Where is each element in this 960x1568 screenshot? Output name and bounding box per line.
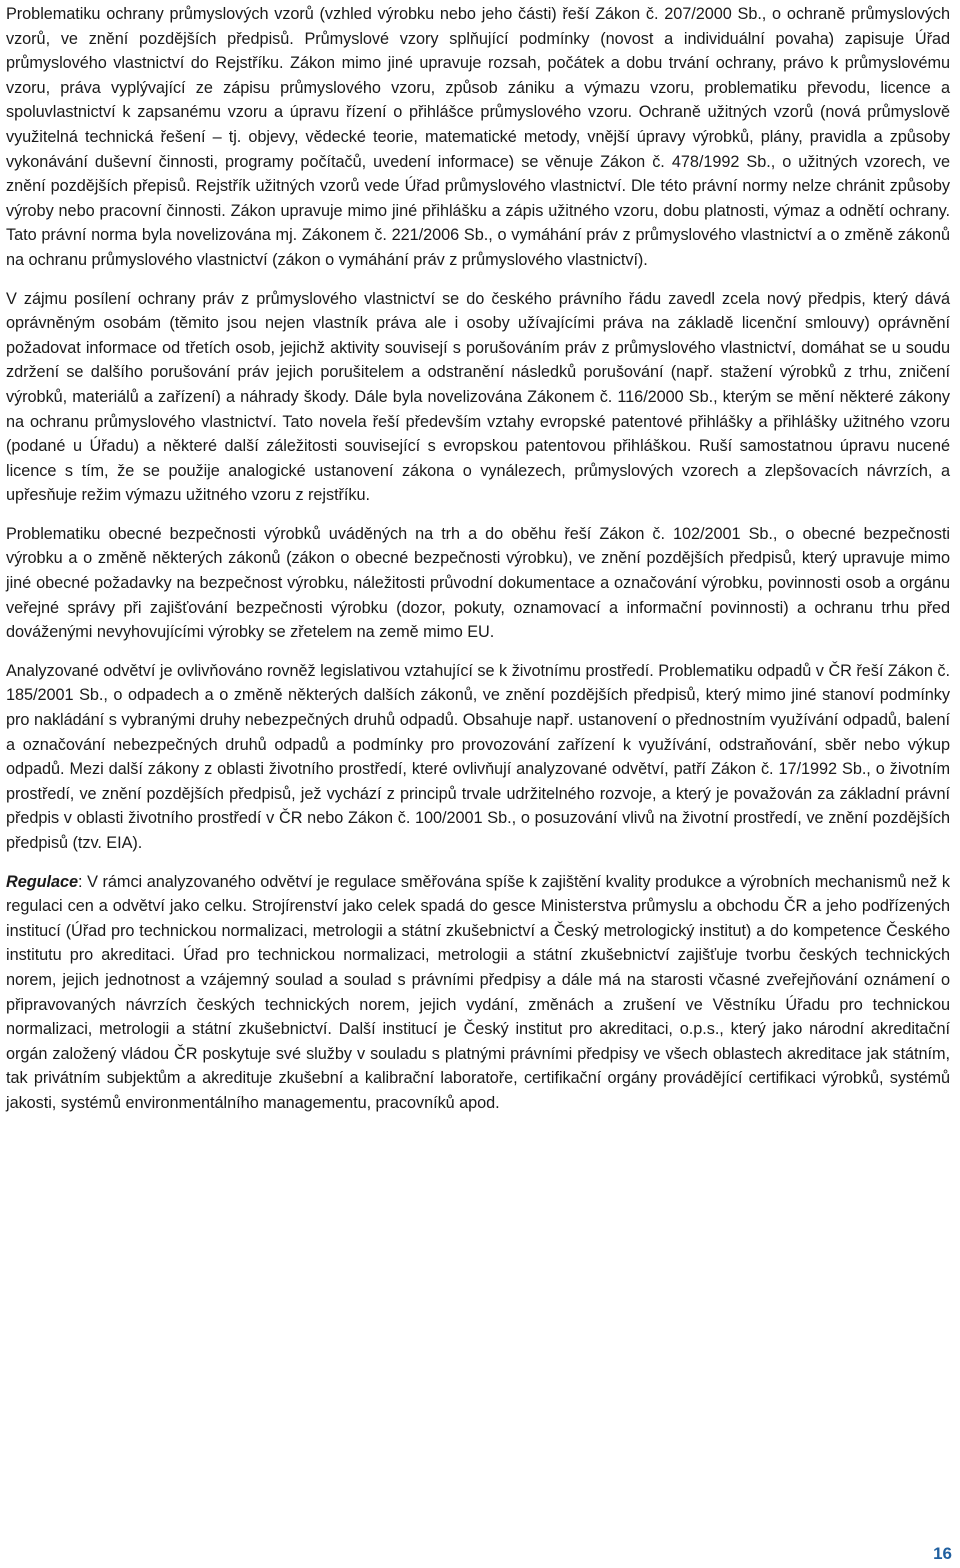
paragraph-regulation — [6, 870, 950, 1116]
regulation-label: Regulace — [6, 872, 78, 891]
regulation-text: : V rámci analyzovaného odvětví je regulace směřována spíše k zajištění kvality produkce a výrobních mechanismů než k regulaci cen a odvětví jako celku. Strojírenství jako celek spadá do gesce Ministerstva průmyslu a obchodu ČR a jeho podřízených institucí (Úřad pro technickou normalizaci, metrologii a státní zkušebnictví a Český metrologický institut) a do kompetence Českého institutu pro akreditaci. Úřad pro technickou normalizaci, metrologii a státní zkušebnictví zajišťuje tvorbu českých technických norem, jejich jednotnost a vzájemný soulad a soulad s právními předpisy a dále má na starosti včasné zveřejňování oznámení o připravovaných návrzích českých technických norem, jejich vydání, změnách a zrušení ve Věstníku Úřadu pro technickou normalizaci, metrologii a státní zkušebnictví. Další institucí je Český institut pro akreditaci, o.p.s., který jako národní akreditační orgán založený vládou ČR poskytuje své služby v souladu s platnými právními předpisy ve všech oblastech akreditace jak státním, tak privátním subjektům a akredituje zkušební a kalibrační laboratoře, certifikační orgány provádějící certifikaci výrobků, systémů jakosti, systémů environmentálního managementu, pracovníků apod. — [6, 872, 950, 1112]
paragraph-industrial-designs: Problematiku ochrany průmyslových vzorů (vzhled výrobku nebo jeho části) řeší Zákon č. 207/2000 Sb., o ochraně průmyslových vzorů, ve znění pozdějších předpisů. Průmyslové vzory splňující podmínky (novost a individuální povaha) zapisuje Úřad průmyslového vlastnictví do Rejstříku. Zákon mimo jiné upravuje rozsah, počátek a dobu trvání ochrany, právo k průmyslovému vzoru, práva vyplývající ze zápisu průmyslového vzoru, způsob zániku a výmazu vzoru, problematiku převodu, licence a spoluvlastnictví k zapsanému vzoru a úpravu řízení o přihlášce průmyslového vzoru. Ochraně užitných vzorů (nová průmyslově využitelná technická řešení – tj. objevy, vědecké teorie, matematické metody, vnější úpravy výrobků, plány, pravidla a způsoby vykonávání duševní činnosti, programy počítačů, uvedení informace) se věnuje Zákon č. 478/1992 Sb., o užitných vzorech, ve znění pozdějších přepisů. Rejstřík užitných vzorů vede Úřad průmyslového vlastnictví. Dle této právní normy nelze chránit způsoby výroby nebo pracovní činnosti. Zákon upravuje mimo jiné přihlášku a zápis užitného vzoru, dobu platnosti, výmaz a odnětí ochrany. Tato právní norma byla novelizována mj. Zákonem č. 221/2006 Sb., o vymáhání práv z průmyslového vlastnictví a o změně zákonů na ochranu průmyslového vlastnictví (zákon o vymáhání práv z průmyslového vlastnictví). — [6, 5, 950, 269]
document-body — [6, 0, 950, 1116]
paragraph-product-safety: Problematiku obecné bezpečnosti výrobků uváděných na trh a do oběhu řeší Zákon č. 102/2001 Sb., o obecné bezpečnosti výrobku a o změně některých zákonů (zákon o obecné bezpečnosti výrobku), ve znění pozdějších předpisů, který upravuje mimo jiné obecné požadavky na bezpečnost výrobku, náležitosti průvodní dokumentace a označování výrobku, povinnosti osob a orgánu veřejné správy při zajišťování bezpečnosti výrobku (dozor, pokuty, oznamovací a informační povinnosti) a ochranu trhu před dováženými nevyhovujícími výrobky se zřetelem na země mimo EU. — [6, 524, 950, 642]
paragraph-environment: Analyzované odvětví je ovlivňováno rovněž legislativou vztahující se k životnímu prostředí. Problematiku odpadů v ČR řeší Zákon č. 185/2001 Sb., o odpadech a o změně některých dalších zákonů, ve znění pozdějších předpisů, který mimo jiné stanoví podmínky pro nakládání s vybranými druhy nebezpečných druhů odpadů. Obsahuje např. ustanovení o přednostním využívání odpadů, balení a označování nebezpečných druhů odpadů a podmínky pro provozování zařízení k využívání, odstraňování, sběr nebo výkup odpadů. Mezi další zákony z oblasti životního prostředí, které ovlivňují analyzované odvětví, patří Zákon č. 17/1992 Sb., o životním prostředí, ve znění pozdějších předpisů, jež vychází z principů trvale udržitelného rozvoje, a který je považován za základní právní předpis v oblasti životního prostředí v ČR nebo Zákon č. 100/2001 Sb., o posuzování vlivů na životní prostředí, ve znění pozdějších předpisů (tzv. EIA). — [6, 661, 950, 852]
paragraph-rights-enforcement: V zájmu posílení ochrany práv z průmyslového vlastnictví se do českého právního řádu zavedl zcela nový předpis, který dává oprávněným osobám (těmito jsou nejen vlastník práva ale i osoby užívajícími práva na základě licenční smlouvy) oprávnění požadovat informace od třetích osob, jejichž aktivity souvisejí s porušováním práv z průmyslového vlastnictví, domáhat se u soudu zdržení se dalšího porušování práv jejich porušitelem a odstranění následků porušování (např. stažení výrobků z trhu, zničení výrobků, materiálů a zařízení) a náhrady škody. Dále byla novelizována Zákonem č. 116/2000 Sb., kterým se mění některé zákony na ochranu průmyslového vlastnictví. Tato novela řeší především vztahy evropské patentové přihlášky a přihlášky užitného vzoru (podané u Úřadu) a některé další záležitosti související s evropskou patentovou přihláškou. Ruší samostatnou úpravu nucené licence s tím, že se použije analogické ustanovení zákona o vynálezech, průmyslových vzorech a zlepšovacích návrzích, a upřesňuje režim výmazu užitného vzoru z rejstříku. — [6, 289, 950, 505]
page-number: 16 — [933, 1544, 952, 1563]
